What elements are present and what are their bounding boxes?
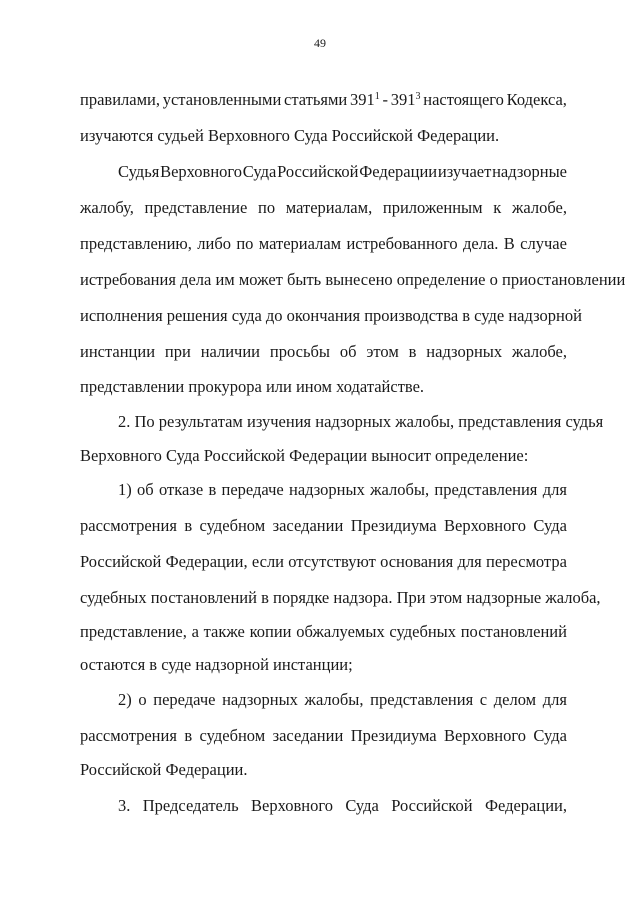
word: по (236, 234, 254, 253)
word: жалобе, (512, 342, 567, 361)
word: жалобе, (511, 198, 567, 217)
word: рассмотрения (80, 726, 177, 745)
word: отказе (158, 480, 204, 499)
word: правилами, (80, 90, 160, 109)
word: Федерации (359, 162, 438, 181)
word: Президиума (350, 516, 437, 535)
word: в (184, 516, 193, 535)
word: Кодекса, (506, 90, 567, 109)
word: материалам, (285, 198, 373, 217)
word: установленными (162, 90, 282, 109)
word: отсутствуют (288, 552, 376, 571)
word: обжалуемых (296, 622, 385, 641)
article-number: 391 (390, 90, 416, 109)
word: Российской (277, 162, 359, 181)
word: Суда (242, 162, 277, 181)
text-line-9: представлении прокурора или ином ходатайстве. (80, 377, 425, 396)
word: Суда (345, 796, 379, 815)
text-line-21 (118, 796, 567, 816)
word: судебном (199, 726, 266, 745)
word: по (257, 198, 276, 217)
text-line-14 (80, 552, 567, 572)
text-line-20: Российской Федерации. (80, 760, 248, 779)
text-line-15: судебных постановлений в порядке надзора. При этом надзорные жалоба, (80, 588, 601, 607)
article-superscript: 3 (415, 91, 421, 102)
word: Федерации, (165, 552, 248, 571)
text-line-3 (118, 162, 567, 182)
word: представление, (80, 622, 187, 641)
word: Верховного (444, 516, 526, 535)
word: дела. (463, 234, 499, 253)
text-line-18 (118, 690, 567, 710)
word: в (208, 480, 217, 499)
word: рассмотрения (80, 516, 177, 535)
word: при (164, 342, 191, 361)
text-line-1 (80, 90, 567, 110)
text-line-7: исполнения решения суда до окончания производства в суде надзорной (80, 306, 582, 325)
word: жалобы, (370, 480, 430, 499)
word: для (542, 480, 567, 499)
word: заседании (272, 516, 344, 535)
word: Российской (391, 796, 473, 815)
word: истребованного (346, 234, 458, 253)
word: к (493, 198, 502, 217)
word: представлению, (80, 234, 192, 253)
word: для (542, 690, 567, 709)
word: о (138, 690, 147, 709)
word: об (137, 480, 154, 499)
text-line-11: Верховного Суда Российской Федерации выносит определение: (80, 446, 529, 465)
word: передаче (221, 480, 284, 499)
word: Председатель (142, 796, 239, 815)
word: судебном (199, 516, 266, 535)
text-line-4 (80, 198, 567, 218)
text-line-2: изучаются судьей Верховного Суда Российской Федерации. (80, 126, 500, 145)
word: 2) (118, 690, 132, 709)
page-number: 49 (314, 36, 326, 50)
word: Суда (533, 516, 567, 535)
word: передаче (153, 690, 216, 709)
word: пересмотра (486, 552, 567, 571)
word: Верховного (251, 796, 333, 815)
word: для (457, 552, 482, 571)
word: если (251, 552, 285, 571)
word: жалобы, (304, 690, 364, 709)
word: просьбы (269, 342, 330, 361)
word: статьями (284, 90, 348, 109)
word: Федерации, (484, 796, 567, 815)
article-ref-2 (391, 90, 421, 110)
text-line-16 (80, 622, 567, 642)
word: инстанции (80, 342, 156, 361)
word: Судья (118, 162, 160, 181)
word: представления (434, 480, 538, 499)
word: 1) (118, 480, 132, 499)
text-line-5 (80, 234, 567, 254)
word: делом (493, 690, 537, 709)
article-number: 391 (350, 90, 375, 109)
word: этом (366, 342, 399, 361)
word: заседании (272, 726, 344, 745)
word: материалам (258, 234, 342, 253)
word: постановлений (460, 622, 567, 641)
word: об (339, 342, 357, 361)
word: а (191, 622, 199, 641)
word: также (203, 622, 245, 641)
word: представление (144, 198, 248, 217)
word: Верховного (160, 162, 243, 181)
word: представления (370, 690, 474, 709)
word: основания (380, 552, 454, 571)
word: настоящего (423, 90, 504, 109)
word: случае (520, 234, 567, 253)
text-line-6: истребования дела им может быть вынесено определение о приостановлении (80, 270, 626, 289)
text-line-17: остаются в суде надзорной инстанции; (80, 655, 353, 674)
range-dash: - (382, 90, 389, 109)
word: изучает (437, 162, 492, 181)
word: копии (249, 622, 292, 641)
word: либо (197, 234, 231, 253)
text-line-12 (118, 480, 567, 500)
word: Российской (80, 552, 162, 571)
text-line-8 (80, 342, 567, 362)
article-superscript: 1 (374, 91, 380, 102)
word: с (479, 690, 488, 709)
word: В (503, 234, 515, 253)
word: Суда (533, 726, 567, 745)
text-line-13 (80, 516, 567, 536)
word: Верховного (444, 726, 526, 745)
word: жалобу, (80, 198, 134, 217)
word: судебных (389, 622, 457, 641)
word: надзорных (222, 690, 298, 709)
text-line-19 (80, 726, 567, 746)
text-line-10: 2. По результатам изучения надзорных жалобы, представления судья (118, 412, 604, 431)
article-ref-1 (350, 90, 380, 110)
word: Президиума (350, 726, 437, 745)
word: приложенным (382, 198, 483, 217)
word: надзорных (426, 342, 503, 361)
word: в (408, 342, 417, 361)
word: надзорные (492, 162, 567, 181)
word: надзорных (289, 480, 365, 499)
word: наличии (200, 342, 261, 361)
word: 3. (118, 796, 131, 815)
word: в (184, 726, 193, 745)
